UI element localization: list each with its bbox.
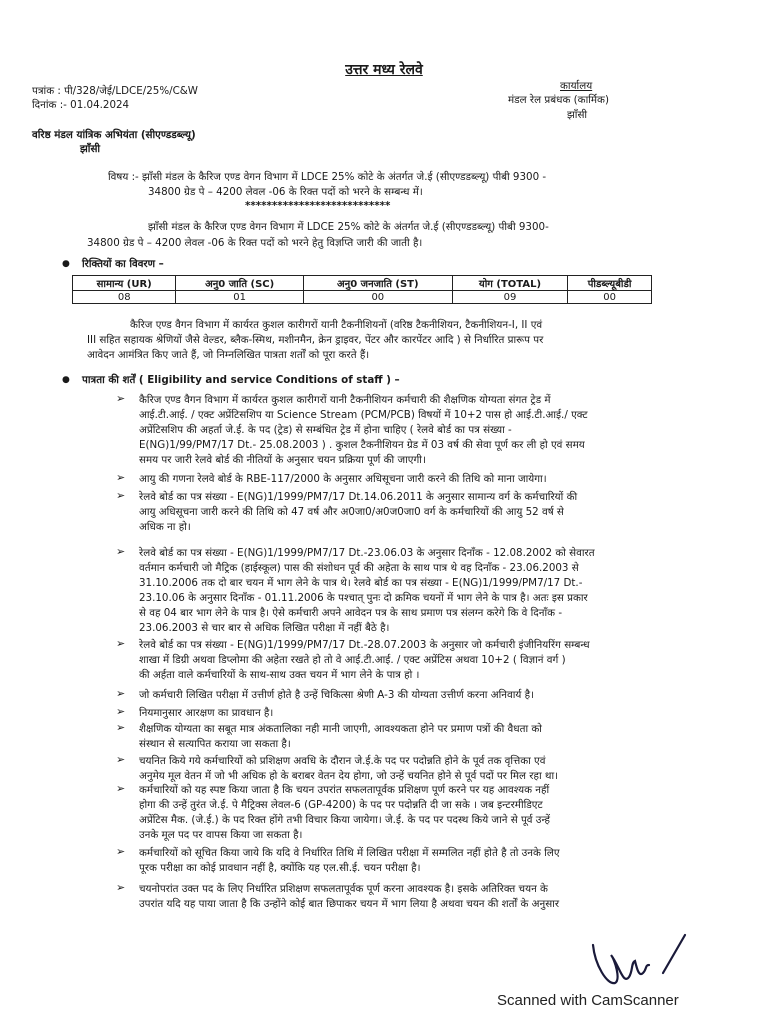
arrow-bullet-icon: ➢ bbox=[116, 545, 126, 558]
value-st: 00 bbox=[303, 291, 452, 304]
arrow-bullet-icon: ➢ bbox=[116, 705, 126, 718]
arrow-bullet-icon: ➢ bbox=[116, 881, 126, 894]
vacancy-table bbox=[72, 275, 652, 304]
value-pwbd: 00 bbox=[568, 291, 652, 304]
eligibility-item-line: आयु अधिसूचना जारी करने की तिथि को 47 वर्ष और अ0जा0/अ0ज0जा0 वर्ग के कर्मचारियों की आयु 52 वर्ष से bbox=[139, 506, 564, 518]
eligibility-item-line: E(NG)1/99/PM7/17 Dt.- 25.08.2003 ) . कुशल टैकनीशियन ग्रेड में 03 वर्ष की सेवा पूर्ण कर ली हो एवं समय bbox=[139, 439, 585, 451]
value-ur: 08 bbox=[73, 291, 176, 304]
letter-date: दिनांक :- 01.04.2024 bbox=[32, 99, 130, 111]
eligibility-item-line: रेलवे बोर्ड का पत्र संख्या - E(NG)1/1999/PM7/17 Dt.-28.07.2003 के अनुसार जो कर्मचारी इंजीनियरिंग सम्बन्ध bbox=[139, 639, 590, 651]
eligibility-item-line: नियमानुसार आरक्षण का प्रावधान है। bbox=[139, 707, 274, 719]
eligibility-item-line: 23.06.2003 से चार बार से अधिक लिखित परीक्षा में नहीं बैठे है। bbox=[139, 622, 390, 634]
eligibility-item-line: संस्थान से सत्यापित कराया जा सकता है। bbox=[139, 738, 291, 750]
eligibility-item-line: अधिक ना हो। bbox=[139, 521, 191, 533]
page-title: उत्तर मध्य रेलवे bbox=[345, 62, 423, 78]
eligibility-item-line: वर्तमान कर्मचारी जो मैट्रिक (हाईस्कूल) पास की संशोधन पूर्व की अहेता के साथ पात्र थे वह दिनाँक - 23.06.2003 से bbox=[139, 562, 579, 574]
value-total: 09 bbox=[452, 291, 567, 304]
eligibility-item-line: अप्रेंटिसशिप की अहर्ता जे.ई. के पद (ट्रेड) से सम्बंधित ट्रेड में होना चाहिए ( रेलवे बोर्ड का पत्र संख्या - bbox=[139, 424, 512, 436]
subject-line2: 34800 ग्रेड पे – 4200 लेवल -06 के रिक्त पदों को भरने के सम्बन्ध में। bbox=[148, 186, 423, 198]
vacancy-value-row bbox=[73, 291, 652, 304]
intro-line1: झाँसी मंडल के कैरिज एण्ड वेगन विभाग में LDCE 25% कोटे के अंतर्गत जे.ई (सीएण्डडब्ल्यू) पीबी 9300- bbox=[148, 221, 549, 233]
subject-line1: विषय :- झाँसी मंडल के कैरिज एण्ड वेगन विभाग में LDCE 25% कोटे के अंतर्गत जे.ई (सीएण्डडब्ल्यू) पीबी 9300 - bbox=[108, 171, 547, 183]
letter-ref: पत्रांक : पी/328/जेई/LDCE/25%/C&W bbox=[32, 85, 198, 97]
header-sc: अनु0 जाति (SC) bbox=[176, 276, 303, 291]
scanner-watermark: Scanned with CamScanner bbox=[497, 992, 679, 1009]
eligibility-item-line: कर्मचारियों को सूचित किया जाये कि यदि वे निर्धारित तिथि में लिखित परीक्षा में सम्मलित नहीं होते है तो उनके लिए bbox=[139, 847, 560, 859]
eligibility-item-line: उनके मूल पद पर वापस किया जा सकता है। bbox=[139, 829, 303, 841]
addressee-line1: वरिष्ठ मंडल यांत्रिक अभियंता (सीएण्डडब्ल्यू) bbox=[32, 129, 196, 141]
vacancy-heading: रिक्तियों का विवरण – bbox=[82, 258, 164, 270]
eligibility-item-line: उपरांत यदि यह पाया जाता है कि उन्होंने कोई बात छिपाकर चयन में भाग लिया है अथवा चयन की शर्तों के अनुसार bbox=[139, 898, 560, 910]
eligibility-item-line: रेलवे बोर्ड का पत्र संख्या - E(NG)1/1999/PM7/17 Dt.14.06.2011 के अनुसार सामान्य वर्ग के कर्मचारियों की bbox=[139, 491, 578, 503]
eligibility-item-line: शाखा में डिग्री अथवा डिप्लोमा की अहेता रखते हो तो वे आई.टी.आई. / एक्ट अप्रेंटिस अथवा 10+2 ( विज्ञानं वर्ग ) bbox=[139, 654, 566, 666]
eligibility-item-line: आई.टी.आई. / एक्ट अप्रेंटिसशिप या Science Stream (PCM/PCB) विषयों में 10+2 पास हो आई.टी.आई./ एक्ट bbox=[139, 409, 588, 421]
eligibility-item-line: से वह 04 बार भाग लेने के पात्र है। ऐसे कर्मचारी अपने आवेदन पत्र के साथ प्रमाण पत्र संलग्न करेगे कि वे दिनाँक - bbox=[139, 607, 563, 619]
header-ur: सामान्य (UR) bbox=[73, 276, 176, 291]
applicants-line1: कैरिज एण्ड वैगन विभाग में कार्यरत कुशल कारीगरों यानी टैकनीशियनों (वरिष्ठ टैकनीशियन, टैकनीशियन-I, II एवं bbox=[130, 319, 543, 331]
eligibility-item-line: 31.10.2006 तक दो बार चयन में भाग लेने के पात्र थे। रेलवे बोर्ड का पत्र संख्या - E(NG)1/1999/PM7/17 Dt.- bbox=[139, 577, 583, 589]
subject-separator: *************************** bbox=[245, 200, 391, 212]
arrow-bullet-icon: ➢ bbox=[116, 392, 126, 405]
arrow-bullet-icon: ➢ bbox=[116, 845, 126, 858]
eligibility-item-line: जो कर्मचारी लिखित परीक्षा में उत्तीर्ण होते है उन्हें चिकित्सा श्रेणी A-3 की योग्यता उत्तीर्ण करना अनिवार्य है। bbox=[139, 689, 534, 701]
arrow-bullet-icon: ➢ bbox=[116, 471, 126, 484]
eligibility-item-line: अनुमेय मूल वेतन में जो भी अधिक हो के बराबर वेतन देय होगा, जो उन्हें चयनित होने से पूर्व पदों पर मिल रहा था। bbox=[139, 770, 559, 782]
applicants-line2: III सहित सहायक श्रेणियों जैसे वेल्डर, ब्लैक-स्मिथ, मशीनमैन, क्रेन ड्राइवर, पेंटर और कारपेंटर आदि ) से निर्धारित प्रारूप पर bbox=[87, 334, 544, 346]
eligibility-item-line: होगा की उन्हें तुरंत जे.ई. पे मैट्रिक्स लेवल-6 (GP-4200) के पद पर पदोन्नति दी जा सके । जब इन्टरमीडिएट bbox=[139, 799, 543, 811]
header-pwbd: पीडब्ल्यूबीडी bbox=[568, 276, 652, 291]
office-label: कार्यालय bbox=[560, 80, 593, 92]
eligibility-item-line: अप्रेंटिस मैक. (जे.ई.) के पद रिक्त होंगे तभी विचार किया जायेगा। जे.ई. के पद पर पदस्थ किये जाने से पूर्व उन्हें bbox=[139, 814, 550, 826]
office-city: झाँसी bbox=[567, 109, 588, 121]
eligibility-item-line: चयनित किये गये कर्मचारियों को प्रशिक्षण अवधि के दौरान जे.ई.के पद पर पदोन्नति होने के पूर्व तक वृत्तिका एवं bbox=[139, 755, 546, 767]
intro-line2: 34800 ग्रेड पे – 4200 लेवल -06 के रिक्त पदों को भरने हेतु विज्ञप्ति जारी की जाती है। bbox=[87, 237, 423, 249]
eligibility-item-line: 23.10.06 के अनुसार दिनाँक - 01.11.2006 के पश्चात् पुनः दो क्रमिक चयनों में भाग लेने के पात्र है। अतः इस प्रकार bbox=[139, 592, 588, 604]
header-total: योग (TOTAL) bbox=[452, 276, 567, 291]
applicants-line3: आवेदन आमंत्रित किए जाते हैं, जो निम्नलिखित पात्रता शर्तों को पूरा करते हैं। bbox=[87, 349, 370, 361]
arrow-bullet-icon: ➢ bbox=[116, 782, 126, 795]
addressee-line2: झाँसी bbox=[80, 143, 101, 155]
eligibility-item-line: आयु की गणना रेलवे बोर्ड के RBE-117/2000 के अनुसार अधिसूचना जारी करने की तिथि को माना जायेगा। bbox=[139, 473, 547, 485]
eligibility-item-line: कैरिज एण्ड वैगन विभाग में कार्यरत कुशल कारीगरों यानी टैकनीशियन कर्मचारी की शैक्षणिक योग्यता संगत ट्रेड में bbox=[139, 394, 551, 406]
eligibility-item-line: रेलवे बोर्ड का पत्र संख्या - E(NG)1/1999/PM7/17 Dt.-23.06.03 के अनुसार दिनाँक - 12.08.2002 को सेवारत bbox=[139, 547, 595, 559]
eligibility-item-line: समय पर जारी रेलवे बोर्ड की नीतियों के अनुसार चयन प्रक्रिया पूर्ण की जाएगी। bbox=[139, 454, 426, 466]
eligibility-heading: पात्रता की शर्तें ( Eligibility and service Conditions of staff ) – bbox=[82, 374, 400, 386]
arrow-bullet-icon: ➢ bbox=[116, 687, 126, 700]
eligibility-item-line: कर्मचारियों को यह स्पष्ट किया जाता है कि चयन उपरांत सफलतापूर्वक प्रशिक्षण पूर्ण करने पर यह आवश्यक नहीं bbox=[139, 784, 550, 796]
arrow-bullet-icon: ➢ bbox=[116, 721, 126, 734]
arrow-bullet-icon: ➢ bbox=[116, 637, 126, 650]
value-sc: 01 bbox=[176, 291, 303, 304]
bullet-icon: ● bbox=[62, 259, 70, 269]
vacancy-header-row bbox=[73, 276, 652, 291]
header-st: अनु0 जनजाति (ST) bbox=[303, 276, 452, 291]
eligibility-item-line: शैक्षणिक योग्यता का सबूत मात्र अंकतालिका नही मानी जाएगी, आवश्यकता होने पर प्रमाण पत्रों की वैधता को bbox=[139, 723, 542, 735]
eligibility-item-line: की अर्हता वाले कर्मचारियों के साथ-साथ उक्त चयन में भाग लेने के पात्र हो । bbox=[139, 669, 420, 681]
arrow-bullet-icon: ➢ bbox=[116, 489, 126, 502]
eligibility-item-line: पूरक परीक्षा का कोई प्रावधान नहीं है, क्योंकि यह एल.सी.ई. चयन परीक्षा है। bbox=[139, 862, 421, 874]
office-name: मंडल रेल प्रबंधक (कार्मिक) bbox=[508, 94, 609, 106]
bullet-icon: ● bbox=[62, 375, 70, 385]
signature bbox=[585, 925, 705, 995]
eligibility-item-line: चयनोपरांत उक्त पद के लिए निर्धारित प्रशिक्षण सफलतापूर्वक पूर्ण करना आवश्यक है। इसके अतिरिक्त चयन के bbox=[139, 883, 548, 895]
arrow-bullet-icon: ➢ bbox=[116, 753, 126, 766]
